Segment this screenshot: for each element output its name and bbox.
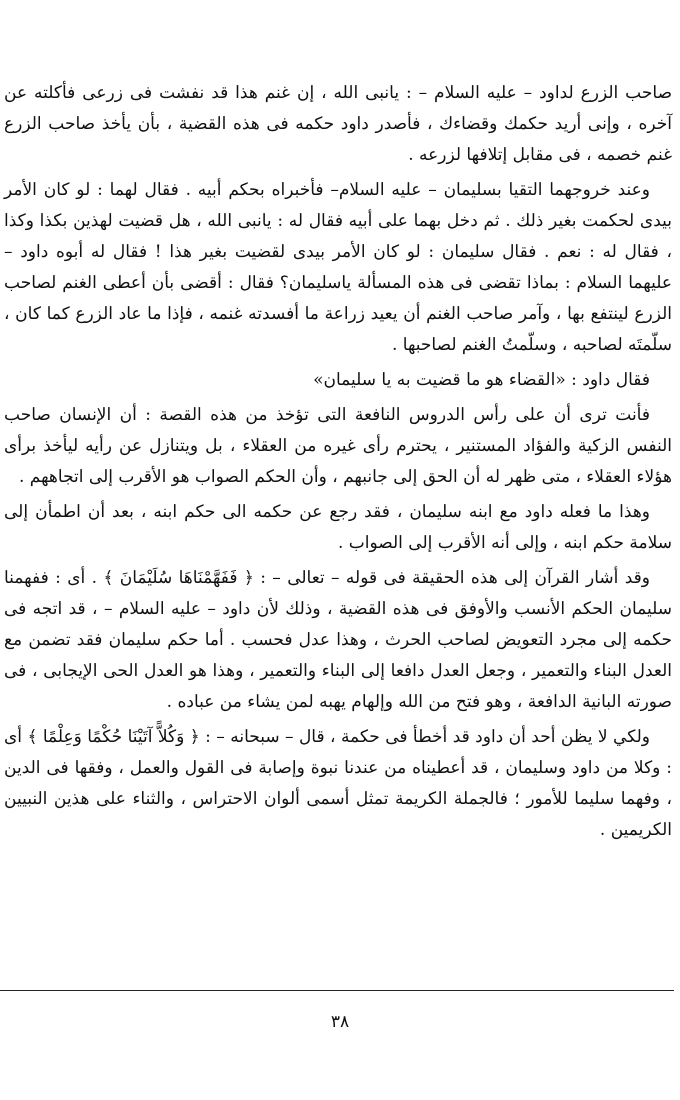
paragraph-7: ولكي لا يظن أحد أن داود قد أخطأ فى حكمة ، قال – سبحانه – : ﴿ وَكُلاًّ آتَيْنَا حُكْمًا وَعِلْمًا ﴾ أى : وكلا من داود وسليمان ، قد أعطيناه من عندنا نبوة وإصابة فى القول والعمل ، وفقها فى الدين ، وفهما سليما للأمور ؛ فالجملة الكريمة تمثل أسمى ألوان الاحتراس ، والثناء على هذين النبيين الكريمين . — [4, 727, 672, 840]
paragraph-3: فقال داود : «القضاء هو ما قضيت به يا سليمان» — [313, 370, 650, 390]
paragraph-6: وقد أشار القرآن إلى هذه الحقيقة فى قوله – تعالى – : ﴿ فَفَهَّمْنَاهَا سُلَيْمَانَ ﴾ . أى : ففهمنا سليمان الحكم الأنسب والأوفق فى هذه القضية ، وذلك لأن داود – عليه السلام – ، قد اتجه فى حكمه إلى مجرد التعويض لصاحب الحرث ، وهذا عدل فحسب . أما حكم سليمان فقد تضمن مع العدل البناء والتعمير ، وجعل العدل دافعا إلى البناء والتعمير ، وهذا هو العدل الحى الإيجابى ، فى صورته البانية الدافعة ، وهو فتح من الله وإلهام يهبه لمن يشاء من عباده . — [4, 568, 672, 712]
paragraph-4: فأنت ترى أن على رأس الدروس النافعة التى تؤخذ من هذه القصة : أن الإنسان صاحب النفس الزكية والفؤاد المستنير ، يحترم رأى غيره من العقلاء ، بل ويتنازل عن رأيه ليأخذ برأى هؤلاء العقلاء ، متى ظهر له أن الحق إلى جانبهم ، وأن الحكم الصواب هو الأقرب إلى اتجاههم . — [4, 405, 672, 487]
paragraph-5: وهذا ما فعله داود مع ابنه سليمان ، فقد رجع عن حكمه الى حكم ابنه ، بعد أن اطمأن إلى سلامة حكم ابنه ، وإلى أنه الأقرب إلى الصواب . — [4, 502, 672, 553]
paragraph-1: صاحب الزرع لداود – عليه السلام – : يانبى الله ، إن غنم هذا قد نفشت فى زرعى فأكلته عن آخره ، وإنى أريد حكمك وقضاءك ، فأصدر داود حكمه فى هذه القضية ، بأن يأخذ صاحب الزرع غنم خصمه ، فى مقابل إتلافها لزرعه . — [4, 83, 672, 165]
body-text — [4, 78, 672, 850]
paragraph-2: وعند خروجهما التقيا بسليمان – عليه السلام– فأخبراه بحكم أبيه . فقال لهما : لو كان الأمر بيدى لحكمت بغير ذلك . ثم دخل بهما على أبيه فقال له : يانبى الله ، هل قضيت لهذين بكذا وكذا ، فقال له : نعم . فقال سليمان : لو كان الأمر بيدى لقضيت بغير هذا ! فقال له أبوه داود – عليهما السلام : بماذا تقضى فى هذه المسألة ياسليمان؟ فقال : أقضى بأن أعطى الغنم لصاحب الزرع لينتفع بها ، وآمر صاحب الغنم أن يعيد زراعة ما أفسدته غنمه ، فإذا ما عاد الزرع كما كان ، سلّمتَه لصاحبه ، وسلّمتُ الغنم لصاحبها . — [4, 180, 672, 355]
footer-divider — [0, 990, 674, 991]
page-number: ٣٨ — [330, 1012, 350, 1032]
